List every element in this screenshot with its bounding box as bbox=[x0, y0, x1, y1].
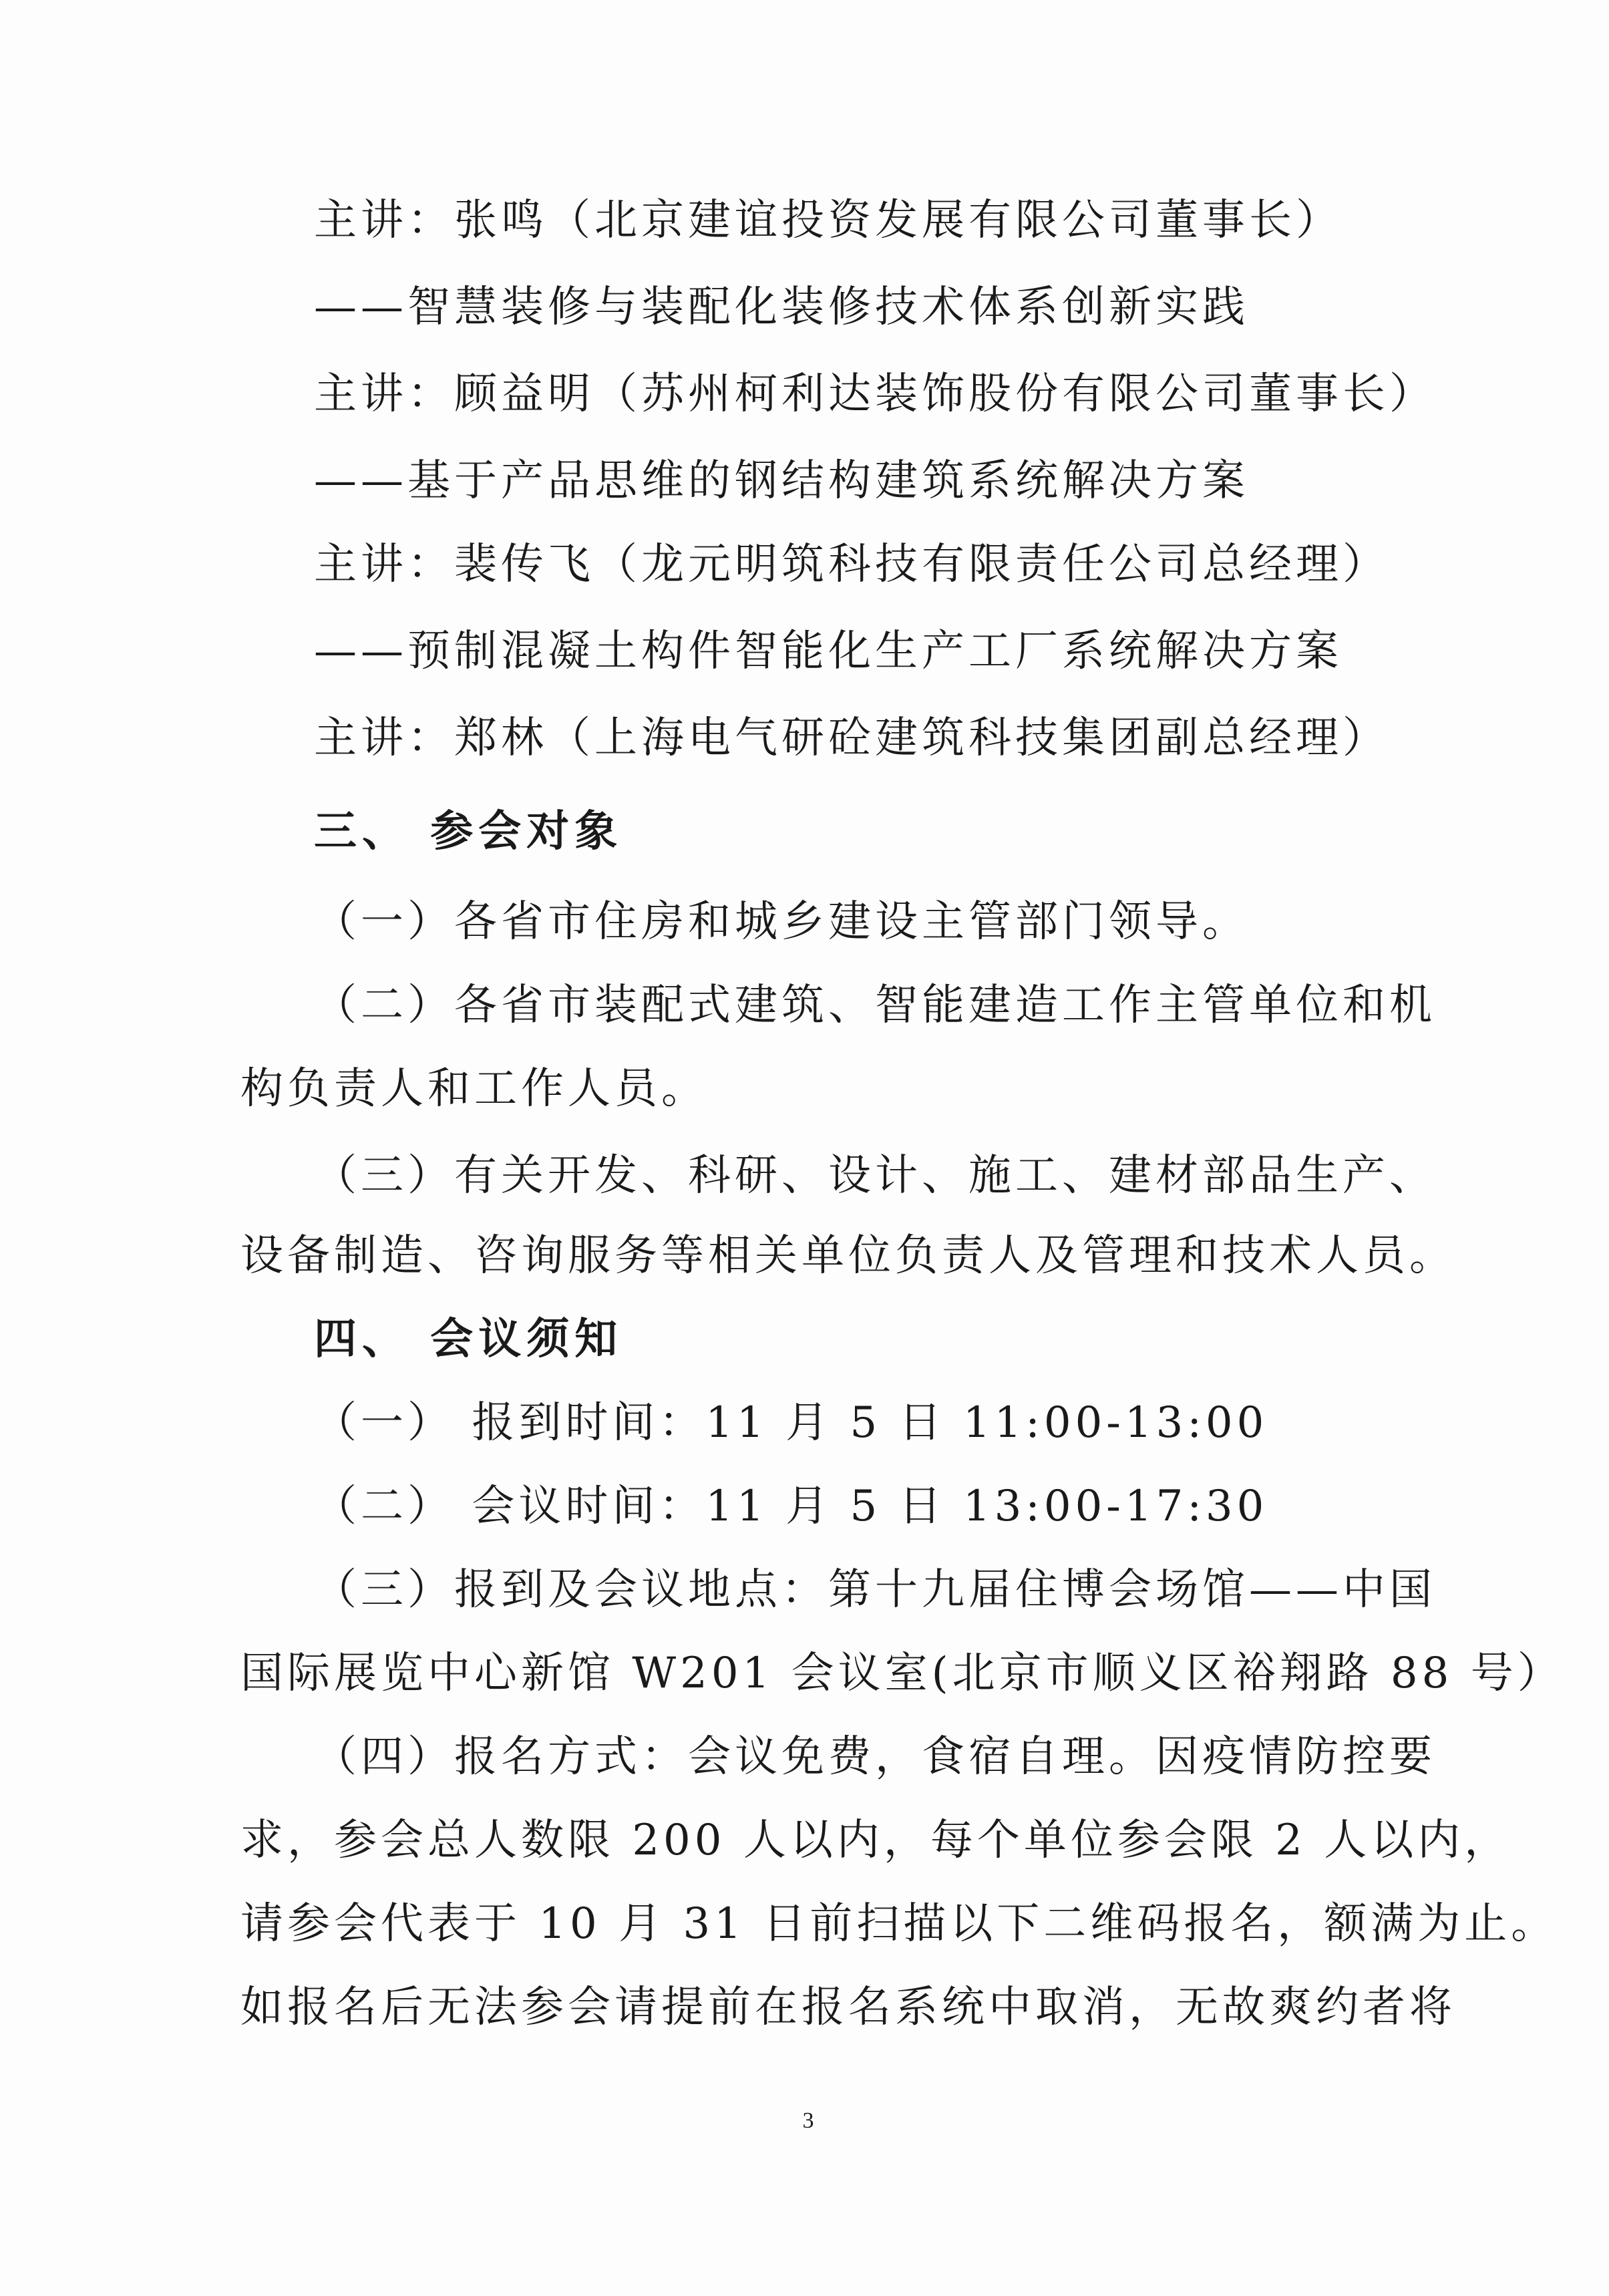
section-4-item-4: （四）报名方式：会议免费，食宿自理。因疫情防控要 bbox=[314, 1732, 1436, 1782]
section-4-item-3-cont: 国际展览中心新馆 W201 会议室(北京市顺义区裕翔路 88 号） bbox=[240, 1649, 1564, 1698]
section-3-item-3-cont: 设备制造、咨询服务等相关单位负责人及管理和技术人员。 bbox=[240, 1231, 1456, 1281]
topic-line-2: ——基于产品思维的钢结构建筑系统解决方案 bbox=[314, 456, 1249, 506]
page-number: 3 bbox=[802, 2108, 814, 2133]
section-4-item-1: （一） 报到时间：11 月 5 日 11:00-13:00 bbox=[314, 1398, 1268, 1448]
section-4-heading: 四、 会议须知 bbox=[314, 1315, 623, 1364]
section-4-item-4-cont-2: 请参会代表于 10 月 31 日前扫描以下二维码报名，额满为止。 bbox=[240, 1899, 1558, 1949]
section-4-item-3: （三）报到及会议地点：第十九届住博会场馆——中国 bbox=[314, 1565, 1436, 1615]
topic-line-3: ——预制混凝土构件智能化生产工厂系统解决方案 bbox=[314, 627, 1343, 676]
section-3-item-3: （三）有关开发、科研、设计、施工、建材部品生产、 bbox=[314, 1151, 1436, 1200]
speaker-line-4: 主讲：郑林（上海电气研砼建筑科技集团副总经理） bbox=[314, 713, 1389, 763]
section-4-item-4-cont-3: 如报名后无法参会请提前在报名系统中取消，无故爽约者将 bbox=[240, 1983, 1456, 2032]
topic-line-1: ——智慧装修与装配化装修技术体系创新实践 bbox=[314, 283, 1249, 332]
section-3-item-2: （二）各省市装配式建筑、智能建造工作主管单位和机 bbox=[314, 981, 1436, 1030]
section-4-item-2: （二） 会议时间：11 月 5 日 13:00-17:30 bbox=[314, 1482, 1268, 1531]
section-4-item-4-cont-1: 求，参会总人数限 200 人以内，每个单位参会限 2 人以内， bbox=[240, 1816, 1511, 1865]
section-3-item-2-cont: 构负责人和工作人员。 bbox=[240, 1064, 708, 1114]
section-3-item-1: （一）各省市住房和城乡建设主管部门领导。 bbox=[314, 897, 1249, 947]
speaker-line-3: 主讲：裴传飞（龙元明筑科技有限责任公司总经理） bbox=[314, 540, 1389, 589]
section-3-heading: 三、 参会对象 bbox=[314, 807, 623, 856]
speaker-line-2: 主讲：顾益明（苏州柯利达装饰股份有限公司董事长） bbox=[314, 369, 1436, 419]
speaker-line-1: 主讲：张鸣（北京建谊投资发展有限公司董事长） bbox=[314, 196, 1343, 245]
